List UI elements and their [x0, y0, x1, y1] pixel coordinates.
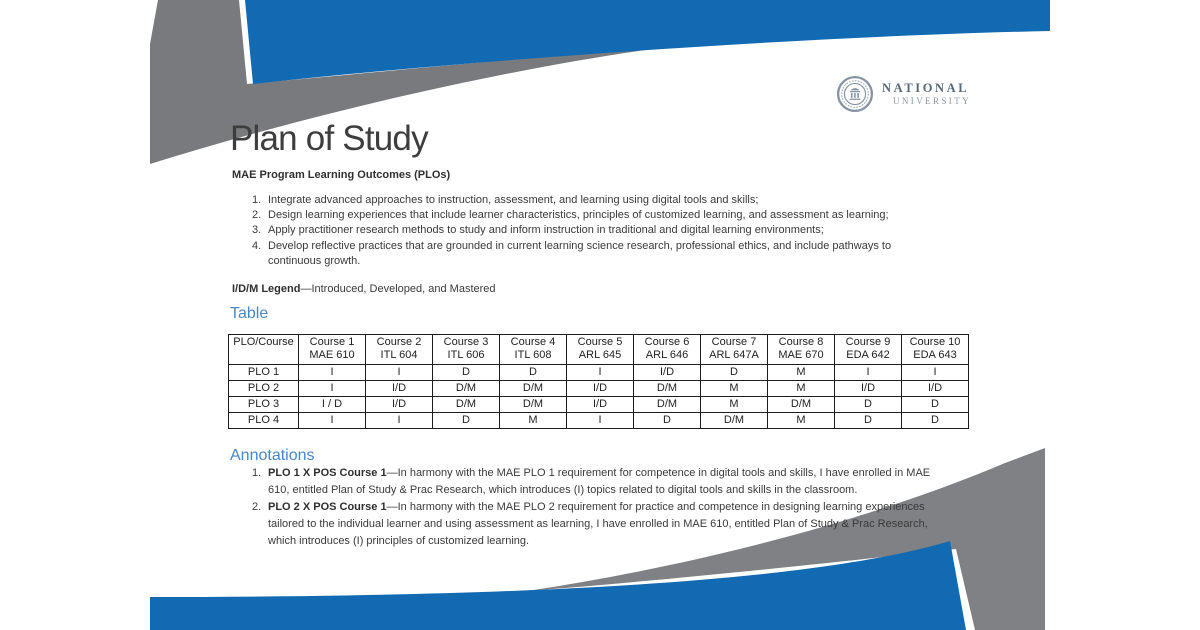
- table-cell: D/M: [768, 397, 835, 413]
- column-title: Course 6: [644, 336, 690, 348]
- table-cell: D: [701, 365, 768, 381]
- table-cell: I / D: [299, 397, 366, 413]
- column-code: EDA 642: [846, 349, 890, 361]
- annotation-number: 2.: [252, 501, 262, 513]
- column-title: Course 10: [909, 336, 961, 348]
- table-header-cell: [433, 335, 500, 365]
- table-cell: I/D: [567, 397, 634, 413]
- plo-item-number: 4.: [252, 239, 262, 252]
- table-cell: D/M: [701, 413, 768, 429]
- annotation-number: 1.: [252, 467, 262, 479]
- column-title: Course 8: [778, 336, 824, 348]
- table-cell: D/M: [634, 397, 701, 413]
- annotation-text: —In harmony with the MAE PLO 2 requirement for practice and competence in designing learning experiences tailored to the individual learner and using assessment as learning, I have enrolled in MAE 610, entitled Plan of Study & Prac Research, which introduces (I) principles of customized learning.: [268, 501, 928, 547]
- nu-logo-text: [882, 82, 971, 107]
- table-cell: D: [634, 413, 701, 429]
- plo-item-number: 1.: [252, 194, 262, 206]
- table-cell: D/M: [500, 381, 567, 397]
- column-code: ITL 608: [514, 349, 552, 361]
- column-title: Course 2: [376, 336, 422, 348]
- column-code: ARL 646: [645, 349, 689, 361]
- row-label: PLO 1: [229, 365, 299, 381]
- table-header-cell: [835, 335, 902, 365]
- plo-item-text: Develop reflective practices that are grounded in current learning science research, professional ethics, and include pathways to continuous growth.: [268, 239, 892, 267]
- column-title: Course 7: [711, 336, 757, 348]
- table-row: [229, 397, 969, 413]
- table-cell: D: [500, 365, 567, 381]
- plo-list-item: [232, 193, 937, 208]
- table-cell: I: [567, 413, 634, 429]
- table-cell: M: [701, 381, 768, 397]
- table-cell: I: [299, 413, 366, 429]
- column-code: EDA 643: [913, 349, 957, 361]
- table-cell: D/M: [634, 381, 701, 397]
- nu-logo-subname: UNIVERSITY: [893, 95, 971, 106]
- table-header-cell: [701, 335, 768, 365]
- column-title: Course 9: [845, 336, 891, 348]
- table-header-cell: [500, 335, 567, 365]
- idm-legend: [232, 283, 496, 295]
- idm-legend-text: —Introduced, Developed, and Mastered: [300, 283, 496, 295]
- column-code: MAE 670: [778, 349, 824, 361]
- table-cell: M: [768, 365, 835, 381]
- nu-logo-name: NATIONAL: [882, 80, 970, 95]
- column-code: ARL 645: [578, 349, 622, 361]
- plo-item-text: Integrate advanced approaches to instruction, assessment, and learning using digital tools and skills;: [268, 194, 759, 206]
- table-cell: D: [433, 365, 500, 381]
- idm-legend-label: I/D/M Legend: [232, 283, 301, 295]
- column-code: ITL 604: [380, 349, 418, 361]
- annotations-heading: Annotations: [230, 447, 315, 464]
- annotation-item: [232, 499, 937, 550]
- table-header-cell: [634, 335, 701, 365]
- table-header-cell: [902, 335, 969, 365]
- plo-item-text: Design learning experiences that include learner characteristics, principles of customized learning, and assessment as learning;: [268, 209, 889, 222]
- column-code: ITL 606: [447, 349, 485, 361]
- page-title: Plan of Study: [230, 119, 428, 158]
- column-title: Course 4: [510, 336, 556, 348]
- plo-item-number: 3.: [252, 224, 262, 237]
- table-row: [229, 413, 969, 429]
- table-heading: Table: [230, 305, 269, 322]
- table-header-cell: [366, 335, 433, 365]
- plos-heading: MAE Program Learning Outcomes (PLOs): [232, 169, 451, 181]
- table-cell: I: [366, 413, 433, 429]
- table-cell: D: [835, 413, 902, 429]
- nu-logo: [836, 75, 971, 113]
- table-cell: I: [567, 365, 634, 381]
- table-cell: I/D: [366, 397, 433, 413]
- table-cell: I/D: [902, 381, 969, 397]
- table-cell: I: [366, 365, 433, 381]
- annotation-label: PLO 2 X POS Course 1: [268, 501, 387, 513]
- table-cell: M: [768, 413, 835, 429]
- plo-list-item: [232, 239, 937, 269]
- plo-item-number: 2.: [252, 209, 262, 222]
- table-cell: D: [835, 397, 902, 413]
- table-cell: I: [902, 365, 969, 381]
- annotation-text: —In harmony with the MAE PLO 1 requirement for competence in digital tools and skills, I have enrolled in MAE 610, entitled Plan of Study & Prac Research, which introduces (I) topics related to digital tools and skills in the classroom.: [268, 467, 931, 496]
- table-header-cell: [567, 335, 634, 365]
- table-cell: D/M: [500, 397, 567, 413]
- plo-list-item: [232, 208, 937, 223]
- column-title: Course 1: [309, 336, 355, 348]
- column-code: ARL 647A: [709, 349, 759, 361]
- table-row: [229, 365, 969, 381]
- plo-item-text: Apply practitioner research methods to study and inform instruction in traditional and digital learning environments;: [268, 224, 824, 237]
- plo-list-item: [232, 223, 937, 238]
- annotations-list: [232, 465, 937, 550]
- table-cell: D/M: [433, 381, 500, 397]
- table-header-cell: [299, 335, 366, 365]
- table-cell: D/M: [433, 397, 500, 413]
- table-cell: I/D: [634, 365, 701, 381]
- row-label: PLO 3: [229, 397, 299, 413]
- table-cell: M: [701, 397, 768, 413]
- plo-list: [232, 193, 937, 269]
- table-cell: I/D: [835, 381, 902, 397]
- column-title: PLO/Course: [233, 336, 294, 348]
- table-cell: I: [299, 381, 366, 397]
- table-cell: M: [768, 381, 835, 397]
- row-label: PLO 4: [229, 413, 299, 429]
- annotation-item: [232, 465, 937, 499]
- table-cell: I/D: [366, 381, 433, 397]
- table-cell: I: [835, 365, 902, 381]
- table-cell: I/D: [567, 381, 634, 397]
- column-title: Course 5: [577, 336, 623, 348]
- plo-course-table: [228, 334, 969, 429]
- table-cell: I: [299, 365, 366, 381]
- table-cell: D: [902, 397, 969, 413]
- table-header-cell: [229, 335, 299, 365]
- table-header-cell: [768, 335, 835, 365]
- table-cell: D: [902, 413, 969, 429]
- table-row: [229, 381, 969, 397]
- row-label: PLO 2: [229, 381, 299, 397]
- table-cell: D: [433, 413, 500, 429]
- column-title: Course 3: [443, 336, 489, 348]
- annotation-label: PLO 1 X POS Course 1: [268, 467, 387, 479]
- nu-seal-icon: [836, 75, 874, 113]
- column-code: MAE 610: [309, 349, 355, 361]
- table-header-row: [229, 335, 969, 365]
- table-cell: M: [500, 413, 567, 429]
